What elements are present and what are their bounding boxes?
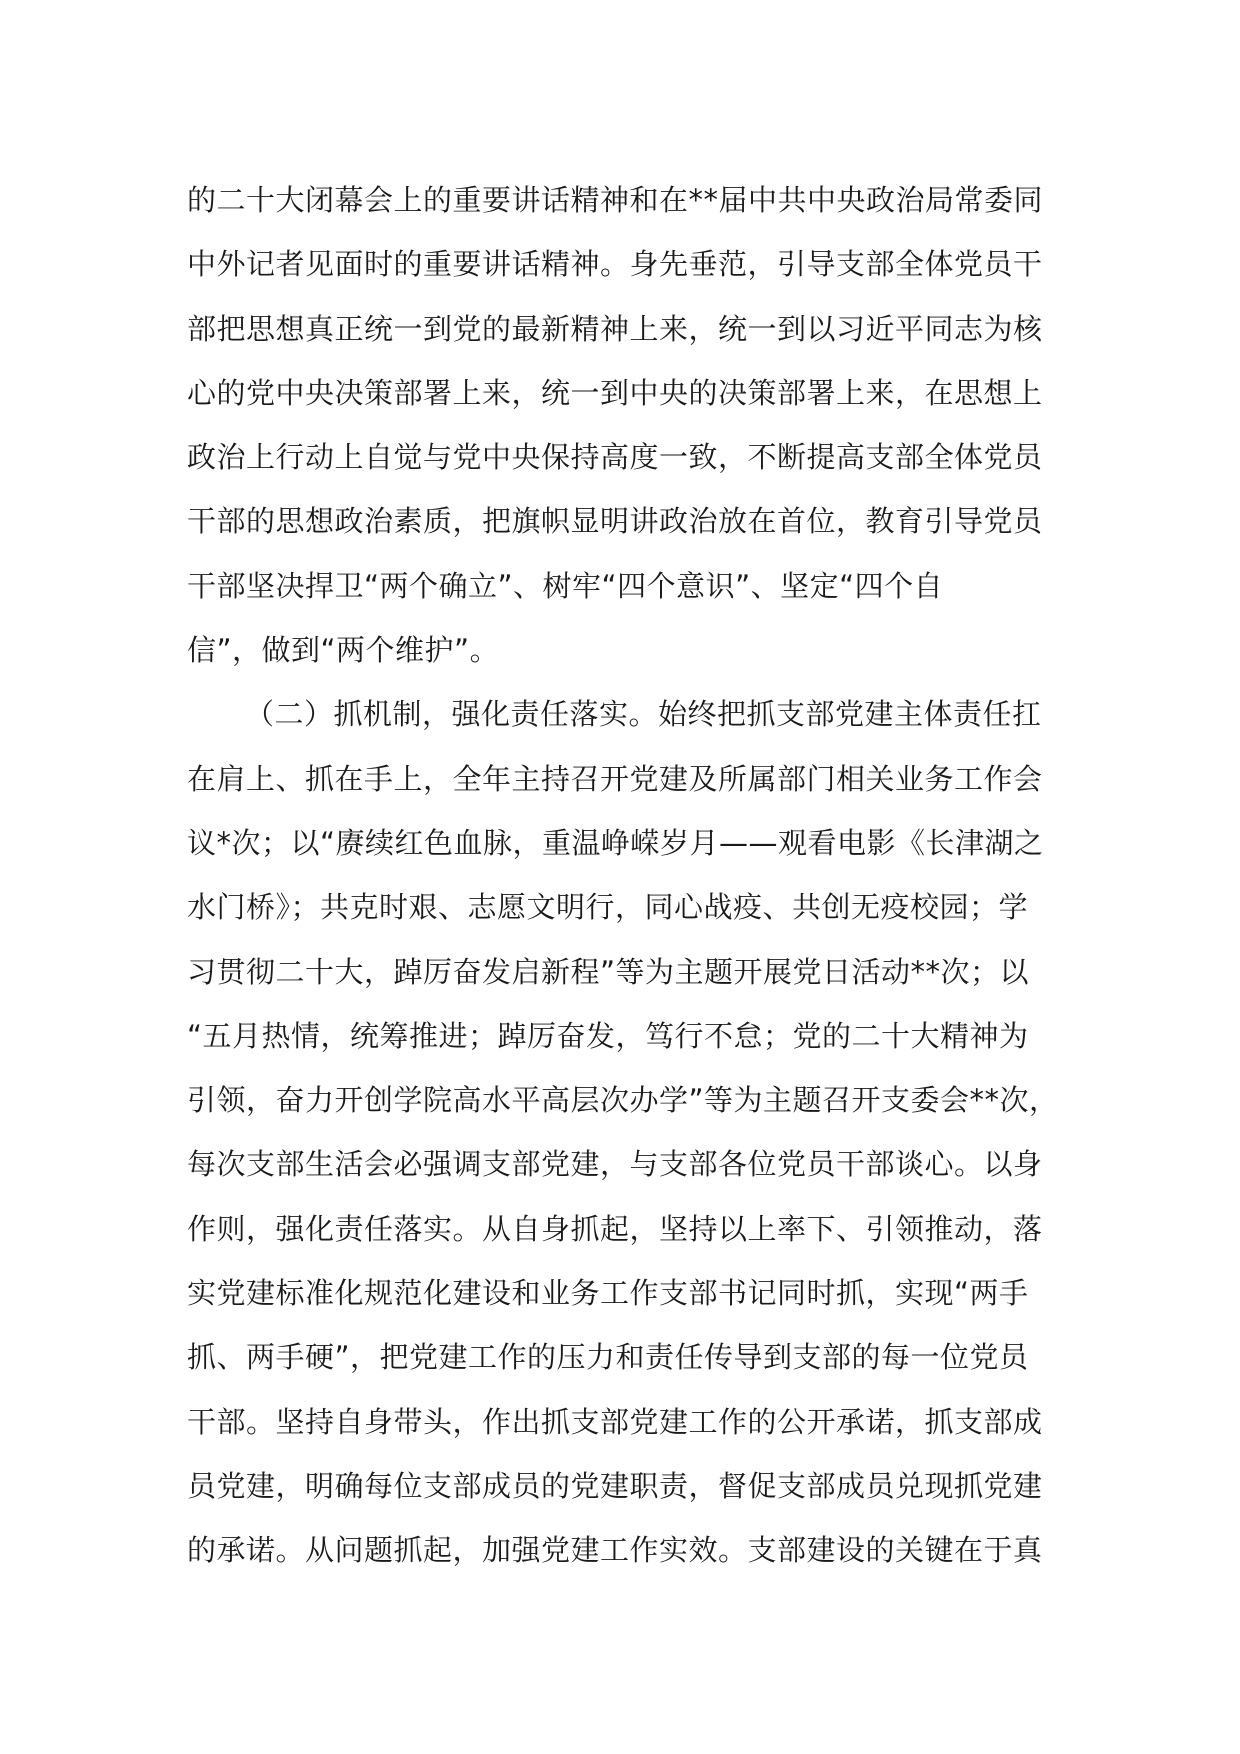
text-line: “五月热情，统筹推进；踔厉奋发，笃行不怠；党的二十大精神为 bbox=[187, 1018, 1029, 1053]
text-line: 心的党中央决策部署上来，统一到中央的决策部署上来，在思想上 bbox=[187, 375, 1043, 410]
text-line: 的二十大闭幕会上的重要讲话精神和在**届中共中央政治局常委同 bbox=[187, 183, 1044, 217]
text-line: 抓、两手硬”，把党建工作的压力和责任传导到支部的每一位党员 bbox=[187, 1340, 1029, 1375]
text-line: 信”，做到“两个维护”。 bbox=[187, 633, 500, 668]
text-line: 引领，奋力开创学院高水平高层次办学”等为主题召开支委会**次， bbox=[187, 1083, 1059, 1118]
text-line: 作则，强化责任落实。从自身抓起，坚持以上率下、引领推动，落 bbox=[187, 1211, 1043, 1246]
text-line: 的承诺。从问题抓起，加强党建工作实效。支部建设的关键在于真 bbox=[187, 1533, 1043, 1568]
text-line: （二）抓机制，强化责任落实。始终把抓支部党建主体责任扛 bbox=[245, 697, 1042, 732]
text-line: 习贯彻二十大，踔厉奋发启新程”等为主题开展党日活动**次；以 bbox=[187, 954, 1030, 989]
text-line: 政治上行动上自觉与党中央保持高度一致，不断提高支部全体党员 bbox=[187, 440, 1043, 475]
text-line: 议*次；以“赓续红色血脉，重温峥嵘岁月——观看电影《长津湖之 bbox=[187, 825, 1044, 860]
text-line: 每次支部生活会必强调支部党建，与支部各位党员干部谈心。以身 bbox=[187, 1147, 1043, 1182]
text-line: 水门桥》；共克时艰、志愿文明行，同心战疫、共创无疫校园；学 bbox=[187, 890, 1029, 925]
text-line: 实党建标准化规范化建设和业务工作支部书记同时抓，实现“两手 bbox=[187, 1276, 1029, 1311]
text-line: 中外记者见面时的重要讲话精神。身先垂范，引导支部全体党员干 bbox=[187, 247, 1043, 282]
body-text bbox=[187, 168, 1067, 1583]
text-line: 员党建，明确每位支部成员的党建职责，督促支部成员兑现抓党建 bbox=[187, 1468, 1043, 1503]
text-line: 干部坚决捍卫“两个确立”、树牢“四个意识”、坚定“四个自 bbox=[187, 568, 944, 603]
text-line: 在肩上、抓在手上，全年主持召开党建及所属部门相关业务工作会 bbox=[187, 761, 1043, 796]
text-line: 部把思想真正统一到党的最新精神上来，统一到以习近平同志为核 bbox=[187, 311, 1043, 346]
text-line: 干部。坚持自身带头，作出抓支部党建工作的公开承诺，抓支部成 bbox=[187, 1404, 1043, 1439]
text-line: 干部的思想政治素质，把旗帜显明讲政治放在首位，教育引导党员 bbox=[187, 504, 1043, 539]
